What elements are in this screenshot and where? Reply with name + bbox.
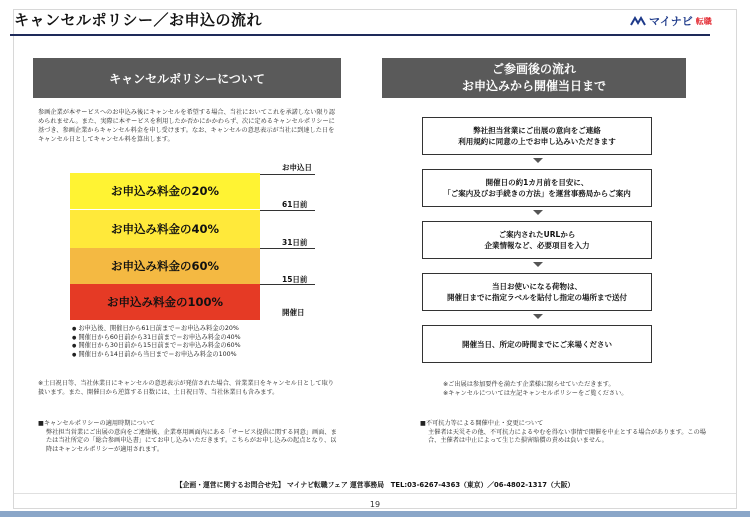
tier-100-percent: お申込み料金の100%	[70, 284, 260, 320]
cancel-fee-tier-chart	[70, 150, 330, 320]
flow-header	[382, 58, 686, 98]
marker-line-apply	[260, 174, 315, 175]
marker-apply-date: お申込日	[282, 163, 312, 172]
marker-15-days: 15日前	[282, 275, 308, 284]
bullet-item: ● 開催日から60日前から31日前まで＝お申込み料金の40%	[72, 334, 332, 343]
cancel-policy-header: キャンセルポリシーについて	[33, 58, 341, 98]
policy-period-title: ■キャンセルポリシーの適用時期について	[38, 420, 156, 427]
marker-line-31	[260, 248, 315, 249]
flow-step-2	[422, 169, 652, 207]
policy-period-body: 弊社担当営業にご出展の意向をご連絡後、企業専用画面内にある「サービス提供に関する同意」画面、または当社所定の「総合参画申込書」にてお申し込みいただきます。こちらがお申し込みの起点となり、以降はキャンセルポリシーが適用されます。	[46, 428, 337, 453]
step-line: 弊社担当営業にご出展の意向をご連絡	[473, 126, 601, 135]
step-line: 当日お使いになる荷物は、	[492, 282, 582, 291]
logo-mark-icon	[630, 16, 646, 27]
logo-tag: 転職	[695, 16, 712, 26]
policy-period-note	[38, 420, 338, 454]
cancel-reference-note: ※キャンセルについては左記キャンセルポリシーをご覧ください。	[443, 390, 628, 397]
bottom-strip	[0, 511, 750, 517]
mynavi-logo	[630, 13, 712, 29]
flow-arrow-icon	[533, 314, 543, 319]
step-line: ご案内されたURLから	[498, 230, 576, 239]
flow-arrow-icon	[533, 210, 543, 215]
logo-text: マイナビ	[649, 15, 693, 28]
force-majeure-title: ■不可抗力等による開催中止・変更について	[420, 420, 544, 427]
tier-60-percent: お申込み料金の60%	[70, 248, 260, 284]
holiday-note: ※土日祝日等、当社休業日にキャンセルの意思表示が発信された場合、営業業日をキャンセル日として取り扱います。また、開催日から逆算する日数には、土日祝日等、当社休業日も含みます。	[38, 380, 334, 396]
flow-header-line1: ご参画後の流れ	[491, 62, 576, 76]
flow-step-4	[422, 273, 652, 311]
participation-note: ※ご出展は参加要件を満たす企業様に限らせていただきます。	[443, 381, 615, 388]
step-line: 開催日までに指定ラベルを貼付し指定の場所まで送付	[447, 293, 627, 302]
page-number: 19	[369, 500, 381, 509]
flow-step-3	[422, 221, 652, 259]
step-line: 「ご案内及びお手続きの方法」を運営事務局からご案内	[443, 189, 631, 198]
title-underline	[10, 34, 710, 36]
step-line: 開催日の約1カ月前を目安に、	[485, 178, 589, 187]
tier-40-percent: お申込み料金の40%	[70, 210, 260, 248]
step-line: 利用規約に同意の上でお申し込みいただきます	[458, 137, 616, 146]
flow-header-line2: お申込みから開催当日まで	[461, 79, 606, 93]
flow-notes	[443, 380, 703, 398]
contact-info: 【企画・運営に関するお問合せ先】 マイナビ転職フェア 運営事務局 TEL:03-6267-4363（東京）／06-4802-1317（大阪）	[175, 481, 575, 489]
marker-line-61	[260, 210, 315, 211]
flow-arrow-icon	[533, 158, 543, 163]
marker-line-15	[260, 284, 315, 285]
bullet-item: ● 開催日から30日前から15日前まで＝お申込み料金の60%	[72, 342, 332, 351]
step-line: 開催当日、所定の時間までにご来場ください	[462, 339, 612, 349]
cancel-fee-bullets	[72, 325, 332, 360]
flow-step-5	[422, 325, 652, 363]
cancel-policy-intro: 参画企業が本サービスへのお申込み後にキャンセルを希望する場合、当社においてこれを承諾しない限り認められません。また、実際に本サービスを利用したか否かにかかわらず、次に定めるキャンセルポリシーに基づき、参画企業からキャンセル料金を申し受けます。なお、キャンセルの意思表示が当社に到達した日をキャンセル日としてキャンセル料を算出します。	[38, 109, 335, 143]
marker-event-date: 開催日	[282, 308, 305, 317]
marker-31-days: 31日前	[282, 238, 308, 247]
flow-arrow-icon	[533, 262, 543, 267]
marker-61-days: 61日前	[282, 200, 308, 209]
force-majeure-body: 主催者は天災その他、不可抗力によるやむを得ない事情で開催を中止とする場合があります。この場合、主催者は中止によって生じた損害賠償の責めは負いません。	[428, 428, 706, 444]
bullet-item: ● お申込後、開催日から61日前まで＝お申込み料金の20%	[72, 325, 332, 334]
step-line: 企業情報など、必要項目を入力	[484, 241, 590, 250]
flow-step-1	[422, 117, 652, 155]
bullet-item: ● 開催日から14日前から当日まで＝お申込み料金の100%	[72, 351, 332, 360]
tier-20-percent: お申込み料金の20%	[70, 173, 260, 209]
force-majeure-note	[420, 420, 710, 446]
page-title: キャンセルポリシー／お申込の流れ	[14, 11, 263, 29]
